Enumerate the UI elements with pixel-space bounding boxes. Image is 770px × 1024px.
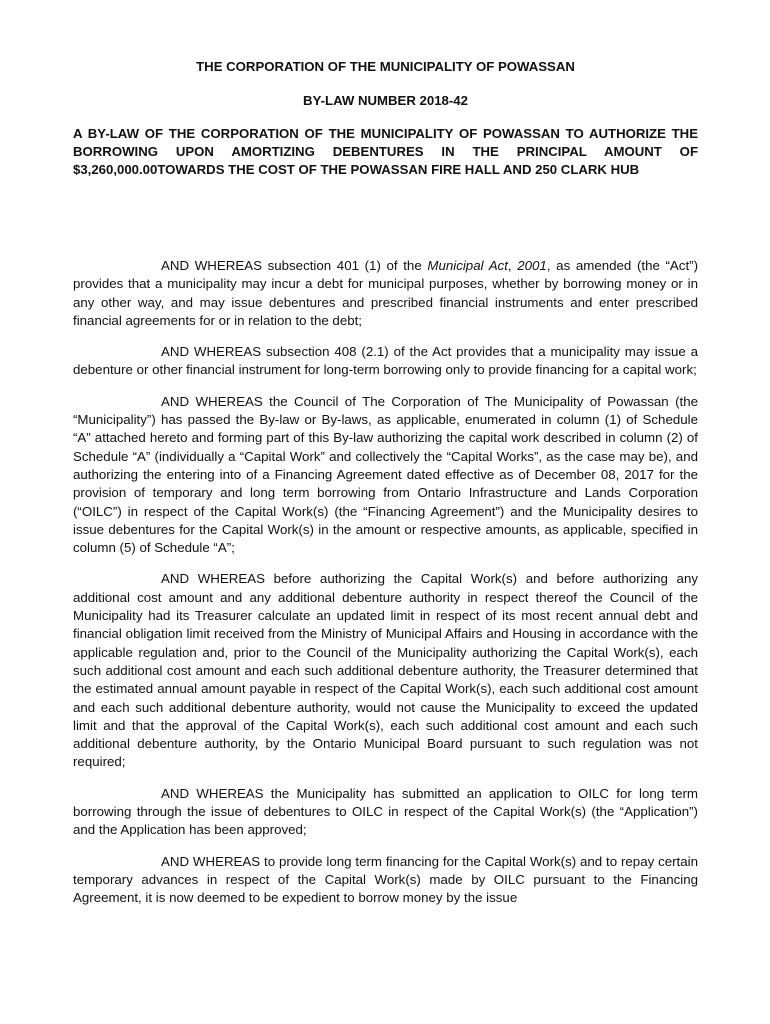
paragraph-5: AND WHEREAS the Municipality has submitted an application to OILC for long term borrowing through the issue of debentures to OILC in respect of the Capital Work(s) (the “Application”) and the Application has been approved; — [73, 785, 698, 838]
paragraph-1 — [73, 257, 698, 330]
document-page — [73, 58, 698, 921]
paragraph-3: AND WHEREAS the Council of The Corporation of The Municipality of Powassan (the “Municipality”) has passed the By-law or By-laws, as applicable, enumerated in column (1) of Schedule “A” attached hereto and forming part of this By-law authorizing the capital work described in column (2) of Schedule “A” (individually a “Capital Work” and collectively the “Capital Works”, as the case may be), and authorizing the entering into of a Financing Agreement dated effective as of December 08, 2017 for the provision of temporary and long term borrowing from Ontario Infrastructure and Lands Corporation (“OILC”) in respect of the Capital Work(s) (the “Financing Agreement”) and the Municipality desires to issue debentures for the Capital Work(s) in the amount or respective amounts, as applicable, specified in column (5) of Schedule “A”; — [73, 393, 698, 556]
paragraph-2: AND WHEREAS subsection 408 (2.1) of the Act provides that a municipality may issue a debenture or other financial instrument for long-term borrowing only to provide financing for a capital work; — [73, 344, 698, 378]
bylaw-number: BY-LAW NUMBER 2018-42 — [303, 93, 468, 108]
act-year: 2001 — [517, 258, 547, 273]
paragraph-1-post: , as amended (the “Act”) provides that a municipality may incur a debt for municipal purposes, whether by borrowing money or in any other way, and may issue debentures and prescribed financial instruments and enter prescribed financial agreements for or in relation to the debt; — [73, 258, 698, 328]
paragraph-1-mid: , — [507, 258, 518, 273]
act-name: Municipal Act — [427, 258, 508, 273]
document-title: THE CORPORATION OF THE MUNICIPALITY OF POWASSAN — [196, 59, 575, 74]
paragraph-1-pre: AND WHEREAS subsection 401 (1) of the — [161, 258, 428, 273]
paragraph-4: AND WHEREAS before authorizing the Capital Work(s) and before authorizing any additional cost amount and any additional debenture authority in respect thereof the Council of the Municipality had its Treasurer calculate an updated limit in respect of its most recent annual debt and financial obligation limit received from the Ministry of Municipal Affairs and Housing in accordance with the applicable regulation and, prior to the Council of the Municipality authorizing the Capital Work(s), each such additional cost amount and each such additional debenture authority, the Treasurer determined that the estimated annual amount payable in respect of the Capital Work(s), each such additional cost amount and each such additional debenture authority, would not cause the Municipality to exceed the updated limit and that the approval of the Capital Work(s), each such additional cost amount and each such additional debenture authority, by the Ontario Municipal Board pursuant to such regulation was not required; — [73, 571, 698, 770]
bylaw-heading: A BY-LAW OF THE CORPORATION OF THE MUNICIPALITY OF POWASSAN TO AUTHORIZE THE BORROWING UPON AMORTIZING DEBENTURES IN THE PRINCIPAL AMOUNT OF $3,260,000.00TOWARDS THE COST OF THE POWASSAN FIRE HALL AND 250 CLARK HUB — [73, 126, 698, 177]
document-body — [73, 257, 698, 908]
paragraph-6: AND WHEREAS to provide long term financing for the Capital Work(s) and to repay certain temporary advances in respect of the Capital Work(s) made by OILC pursuant to the Financing Agreement, it is now deemed to be expedient to borrow money by the issue — [73, 853, 698, 906]
